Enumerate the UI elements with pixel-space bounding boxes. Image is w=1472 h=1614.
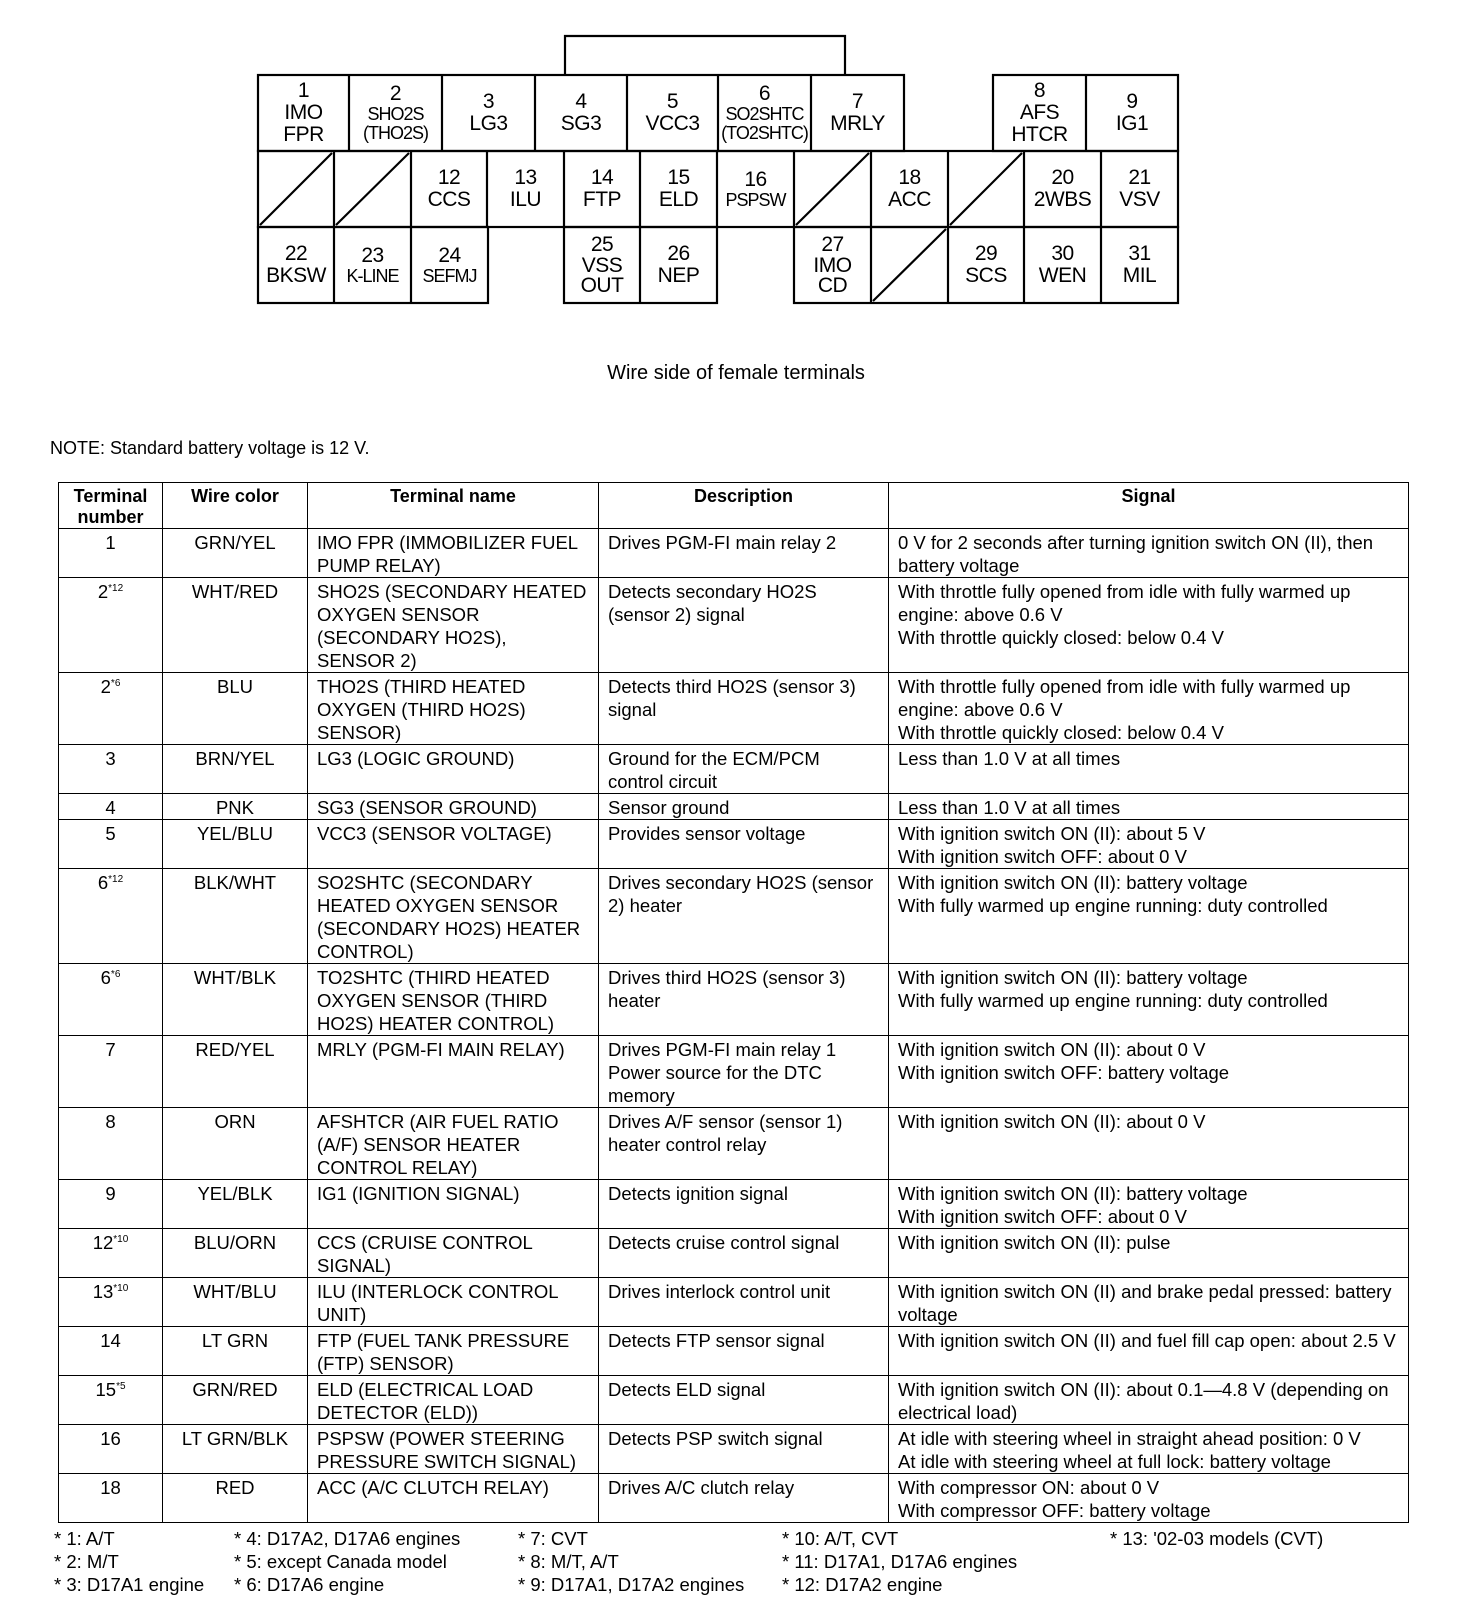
terminal-name: NEP (657, 264, 700, 287)
terminal-number-cell (59, 673, 163, 745)
terminal-14: 14 FTP (582, 165, 622, 211)
terminal-name-cell: TO2SHTC (THIRD HEATED OXYGEN SENSOR (THIRD HO2S) HEATER CONTROL) (308, 964, 599, 1036)
description-cell: Detects ELD signal (599, 1376, 889, 1425)
signal-cell: Less than 1.0 V at all times (889, 745, 1409, 794)
terminal-number-cell (59, 1278, 163, 1327)
terminal-number-cell (59, 1108, 163, 1180)
terminal-number: 9 (105, 1183, 116, 1204)
wire-color-cell: BLU (163, 673, 308, 745)
terminal-number-cell (59, 869, 163, 964)
terminal-4: 4 SG3 (560, 89, 602, 135)
table-row (59, 673, 1409, 745)
terminal-number: 8 (105, 1111, 116, 1132)
terminal-spec-table (58, 482, 1409, 1523)
footnote: * 12: D17A2 engine (782, 1574, 943, 1595)
terminal-name: IG1 (1115, 112, 1149, 135)
description-cell: Ground for the ECM/PCM control circuit (599, 745, 889, 794)
signal-cell: Less than 1.0 V at all times (889, 794, 1409, 820)
signal-cell: With ignition switch ON (II) and fuel fill cap open: about 2.5 V (889, 1327, 1409, 1376)
terminal-number: 2 (97, 581, 109, 602)
terminal-number: 6 (100, 967, 111, 988)
footnote: * 1: A/T (54, 1528, 115, 1549)
signal-cell: With ignition switch ON (II): about 0 V With ignition switch OFF: battery voltage (889, 1036, 1409, 1108)
terminal-name: LG3 (469, 112, 508, 135)
terminal-number-cell (59, 964, 163, 1036)
signal-cell: At idle with steering wheel in straight ahead position: 0 V At idle with steering wheel at full lock: battery voltage (889, 1425, 1409, 1474)
terminal-name: FTP (582, 188, 622, 211)
signal-cell: With ignition switch ON (II): battery voltage With ignition switch OFF: about 0 V (889, 1180, 1409, 1229)
wire-color-cell: RED/YEL (163, 1036, 308, 1108)
table-row (59, 745, 1409, 794)
wire-color-cell: LT GRN/BLK (163, 1425, 308, 1474)
terminal-name-cell: CCS (CRUISE CONTROL SIGNAL) (308, 1229, 599, 1278)
signal-cell: With ignition switch ON (II): about 5 V With ignition switch OFF: about 0 V (889, 820, 1409, 869)
footnote-ref: *6 (110, 678, 121, 689)
terminal-name: MIL (1122, 264, 1157, 287)
terminal-name-cell: ACC (A/C CLUTCH RELAY) (308, 1474, 599, 1523)
connector-diagram (262, 34, 1212, 316)
terminal-29: 29 SCS (965, 241, 1007, 287)
terminal-name: MRLY (830, 112, 885, 135)
description-cell: Drives PGM-FI main relay 1 Power source for the DTC memory (599, 1036, 889, 1108)
table-row (59, 820, 1409, 869)
terminal-number: 13 (92, 1281, 114, 1302)
description-cell: Sensor ground (599, 794, 889, 820)
terminal-13: 13 ILU (509, 165, 542, 211)
terminal-3: 3 LG3 (469, 89, 508, 135)
terminal-name-cell: IG1 (IGNITION SIGNAL) (308, 1180, 599, 1229)
signal-cell: With ignition switch ON (II): about 0.1—4.8 V (depending on electrical load) (889, 1376, 1409, 1425)
signal-cell: With ignition switch ON (II): about 0 V (889, 1108, 1409, 1180)
terminal-2: 2 SHO2S (THO2S) (363, 82, 428, 144)
terminal-7: 7 MRLY (830, 89, 885, 135)
terminal-name: CCS (427, 188, 471, 211)
signal-cell: With ignition switch ON (II): battery voltage With fully warmed up engine running: duty controlled (889, 869, 1409, 964)
terminal-21: 21 VSV (1119, 165, 1160, 211)
terminal-name: ELD (658, 188, 699, 211)
footnote: * 8: M/T, A/T (518, 1551, 619, 1572)
terminal-24: 24 SEFMJ (422, 243, 477, 286)
terminal-26: 26 NEP (657, 241, 700, 287)
terminal-number-cell (59, 578, 163, 673)
terminal-number-cell (59, 1376, 163, 1425)
description-cell: Detects third HO2S (sensor 3) signal (599, 673, 889, 745)
terminal-27: 27 IMO CD (813, 233, 852, 298)
wire-color-cell: BLK/WHT (163, 869, 308, 964)
description-cell: Drives A/C clutch relay (599, 1474, 889, 1523)
terminal-name: PSPSW (725, 189, 786, 210)
wire-color-cell: BLU/ORN (163, 1229, 308, 1278)
table-body (59, 529, 1409, 1523)
signal-cell: With ignition switch ON (II): battery voltage With fully warmed up engine running: duty controlled (889, 964, 1409, 1036)
terminal-number-cell (59, 1327, 163, 1376)
signal-cell: With compressor ON: about 0 V With compressor OFF: battery voltage (889, 1474, 1409, 1523)
description-cell: Detects FTP sensor signal (599, 1327, 889, 1376)
footnote-ref: *12 (108, 874, 124, 885)
header-terminal-name: Terminal name (308, 483, 599, 529)
table-row (59, 529, 1409, 578)
table-row (59, 869, 1409, 964)
terminal-name-cell: SO2SHTC (SECONDARY HEATED OXYGEN SENSOR (SECONDARY HO2S) HEATER CONTROL) (308, 869, 599, 964)
footnote: * 3: D17A1 engine (54, 1574, 205, 1595)
signal-cell: With ignition switch ON (II): pulse (889, 1229, 1409, 1278)
footnote: * 13: '02-03 models (CVT) (1110, 1528, 1324, 1549)
terminal-31: 31 MIL (1122, 241, 1157, 287)
footnote: * 11: D17A1, D17A6 engines (782, 1551, 1018, 1572)
voltage-note: NOTE: Standard battery voltage is 12 V. (50, 438, 370, 458)
description-cell: Detects cruise control signal (599, 1229, 889, 1278)
terminal-16: 16 PSPSW (725, 167, 786, 210)
table-row (59, 1229, 1409, 1278)
terminal-name-cell: ELD (ELECTRICAL LOAD DETECTOR (ELD)) (308, 1376, 599, 1425)
signal-cell: With throttle fully opened from idle with fully warmed up engine: above 0.6 V With throttle quickly closed: below 0.4 V (889, 673, 1409, 745)
footnote-ref: *5 (116, 1381, 126, 1392)
terminal-22: 22 BKSW (266, 241, 326, 287)
terminal-number-cell (59, 1036, 163, 1108)
table-row (59, 1180, 1409, 1229)
terminal-number-cell (59, 1425, 163, 1474)
terminal-name: 2WBS (1033, 188, 1092, 211)
footnote-ref: *6 (110, 969, 121, 980)
terminal-number-cell (59, 1474, 163, 1523)
terminal-name: VSV (1119, 188, 1160, 211)
terminal-name: ILU (509, 188, 542, 211)
terminal-number: 5 (105, 823, 116, 844)
footnote-ref: *12 (108, 583, 124, 594)
terminal-number: 7 (105, 1039, 116, 1060)
wire-color-cell: BRN/YEL (163, 745, 308, 794)
table-row (59, 964, 1409, 1036)
description-cell: Detects ignition signal (599, 1180, 889, 1229)
terminal-name: ACC (888, 188, 931, 211)
terminal-number: 16 (100, 1428, 121, 1449)
signal-cell: With ignition switch ON (II) and brake pedal pressed: battery voltage (889, 1278, 1409, 1327)
table-row (59, 1327, 1409, 1376)
footnotes (54, 1527, 1464, 1611)
terminal-number: 12 (92, 1232, 114, 1253)
terminal-number-cell (59, 745, 163, 794)
terminal-name-cell: ILU (INTERLOCK CONTROL UNIT) (308, 1278, 599, 1327)
footnote-ref: *10 (113, 1234, 129, 1245)
header-terminal-number: Terminal number (59, 483, 163, 529)
terminal-12: 12 CCS (427, 165, 471, 211)
terminal-name: VCC3 (645, 112, 700, 135)
terminal-name-cell: FTP (FUEL TANK PRESSURE (FTP) SENSOR) (308, 1327, 599, 1376)
terminal-number: 14 (100, 1330, 121, 1351)
description-cell: Drives PGM-FI main relay 2 (599, 529, 889, 578)
terminal-name-cell: AFSHTCR (AIR FUEL RATIO (A/F) SENSOR HEATER CONTROL RELAY) (308, 1108, 599, 1180)
terminal-name: WEN (1038, 264, 1087, 287)
terminal-number-cell (59, 1180, 163, 1229)
terminal-name-cell: MRLY (PGM-FI MAIN RELAY) (308, 1036, 599, 1108)
table-row (59, 1278, 1409, 1327)
table-row (59, 1376, 1409, 1425)
description-cell: Detects secondary HO2S (sensor 2) signal (599, 578, 889, 673)
terminal-name: SHO2S (THO2S) (363, 104, 428, 144)
terminal-1: 1 IMO FPR (283, 78, 324, 147)
terminal-name: IMO CD (813, 254, 852, 298)
footnote: * 6: D17A6 engine (234, 1574, 385, 1595)
footnote: * 5: except Canada model (234, 1551, 447, 1572)
header-description: Description (599, 483, 889, 529)
footnote: * 7: CVT (518, 1528, 588, 1549)
terminal-number-cell (59, 1229, 163, 1278)
terminal-number: 4 (105, 797, 116, 818)
terminal-name: SCS (965, 264, 1007, 287)
terminal-18: 18 ACC (888, 165, 931, 211)
wire-color-cell: WHT/BLK (163, 964, 308, 1036)
terminal-5: 5 VCC3 (645, 89, 700, 135)
wire-color-cell: GRN/YEL (163, 529, 308, 578)
description-cell: Drives third HO2S (sensor 3) heater (599, 964, 889, 1036)
terminal-number: 6 (97, 872, 109, 893)
diagram-caption: Wire side of female terminals (607, 362, 865, 384)
wire-color-cell: ORN (163, 1108, 308, 1180)
table-row (59, 578, 1409, 673)
terminal-name: IMO FPR (283, 100, 324, 147)
table-row (59, 1474, 1409, 1523)
table-row (59, 1036, 1409, 1108)
footnote: * 9: D17A1, D17A2 engines (518, 1574, 745, 1595)
terminal-number: 3 (105, 748, 116, 769)
terminal-name: K-LINE (346, 265, 399, 286)
terminal-23: 23 K-LINE (346, 243, 399, 286)
wire-color-cell: RED (163, 1474, 308, 1523)
description-cell: Drives secondary HO2S (sensor 2) heater (599, 869, 889, 964)
signal-cell: 0 V for 2 seconds after turning ignition switch ON (II), then battery voltage (889, 529, 1409, 578)
terminal-name-cell: SHO2S (SECONDARY HEATED OXYGEN SENSOR (SECONDARY HO2S), SENSOR 2) (308, 578, 599, 673)
terminal-number: 15 (95, 1379, 117, 1400)
terminal-15: 15 ELD (658, 165, 699, 211)
footnote-ref: *10 (113, 1283, 129, 1294)
terminal-number: 1 (105, 532, 116, 553)
terminal-number: 18 (100, 1477, 121, 1498)
wire-color-cell: WHT/BLU (163, 1278, 308, 1327)
wire-color-cell: PNK (163, 794, 308, 820)
terminal-number-cell (59, 820, 163, 869)
terminal-8: 8 AFS HTCR (1011, 78, 1068, 147)
header-wire-color: Wire color (163, 483, 308, 529)
terminal-name-cell: PSPSW (POWER STEERING PRESSURE SWITCH SIGNAL) (308, 1425, 599, 1474)
terminal-name-cell: LG3 (LOGIC GROUND) (308, 745, 599, 794)
footnote: * 2: M/T (54, 1551, 119, 1572)
terminal-number: 2 (100, 676, 111, 697)
terminal-9: 9 IG1 (1115, 89, 1149, 135)
table-header-row (59, 483, 1409, 529)
wire-color-cell: WHT/RED (163, 578, 308, 673)
wire-color-cell: YEL/BLK (163, 1180, 308, 1229)
terminal-name: VSS OUT (580, 254, 624, 298)
footnote: * 4: D17A2, D17A6 engines (234, 1528, 461, 1549)
footnote: * 10: A/T, CVT (782, 1528, 899, 1549)
wire-color-cell: LT GRN (163, 1327, 308, 1376)
wire-color-cell: YEL/BLU (163, 820, 308, 869)
terminal-name: SEFMJ (422, 265, 477, 286)
description-cell: Drives interlock control unit (599, 1278, 889, 1327)
signal-cell: With throttle fully opened from idle with fully warmed up engine: above 0.6 V With throttle quickly closed: below 0.4 V (889, 578, 1409, 673)
table-row (59, 794, 1409, 820)
terminal-name-cell: IMO FPR (IMMOBILIZER FUEL PUMP RELAY) (308, 529, 599, 578)
description-cell: Provides sensor voltage (599, 820, 889, 869)
description-cell: Drives A/F sensor (sensor 1) heater control relay (599, 1108, 889, 1180)
terminal-25: 25 VSS OUT (580, 233, 624, 298)
table-row (59, 1425, 1409, 1474)
terminal-name-cell: THO2S (THIRD HEATED OXYGEN (THIRD HO2S) SENSOR) (308, 673, 599, 745)
terminal-name: SG3 (560, 112, 602, 135)
terminal-number-cell (59, 794, 163, 820)
terminal-30: 30 WEN (1038, 241, 1087, 287)
terminal-name: AFS HTCR (1011, 100, 1068, 147)
terminal-number-cell (59, 529, 163, 578)
description-cell: Detects PSP switch signal (599, 1425, 889, 1474)
terminal-name: BKSW (266, 264, 326, 287)
table-row (59, 1108, 1409, 1180)
terminal-name-cell: VCC3 (SENSOR VOLTAGE) (308, 820, 599, 869)
terminal-name-cell: SG3 (SENSOR GROUND) (308, 794, 599, 820)
header-signal: Signal (889, 483, 1409, 529)
terminal-20: 20 2WBS (1033, 165, 1092, 211)
wire-color-cell: GRN/RED (163, 1376, 308, 1425)
terminal-name: SO2SHTC (TO2SHTC) (721, 104, 808, 144)
terminal-6: 6 SO2SHTC (TO2SHTC) (721, 82, 808, 144)
